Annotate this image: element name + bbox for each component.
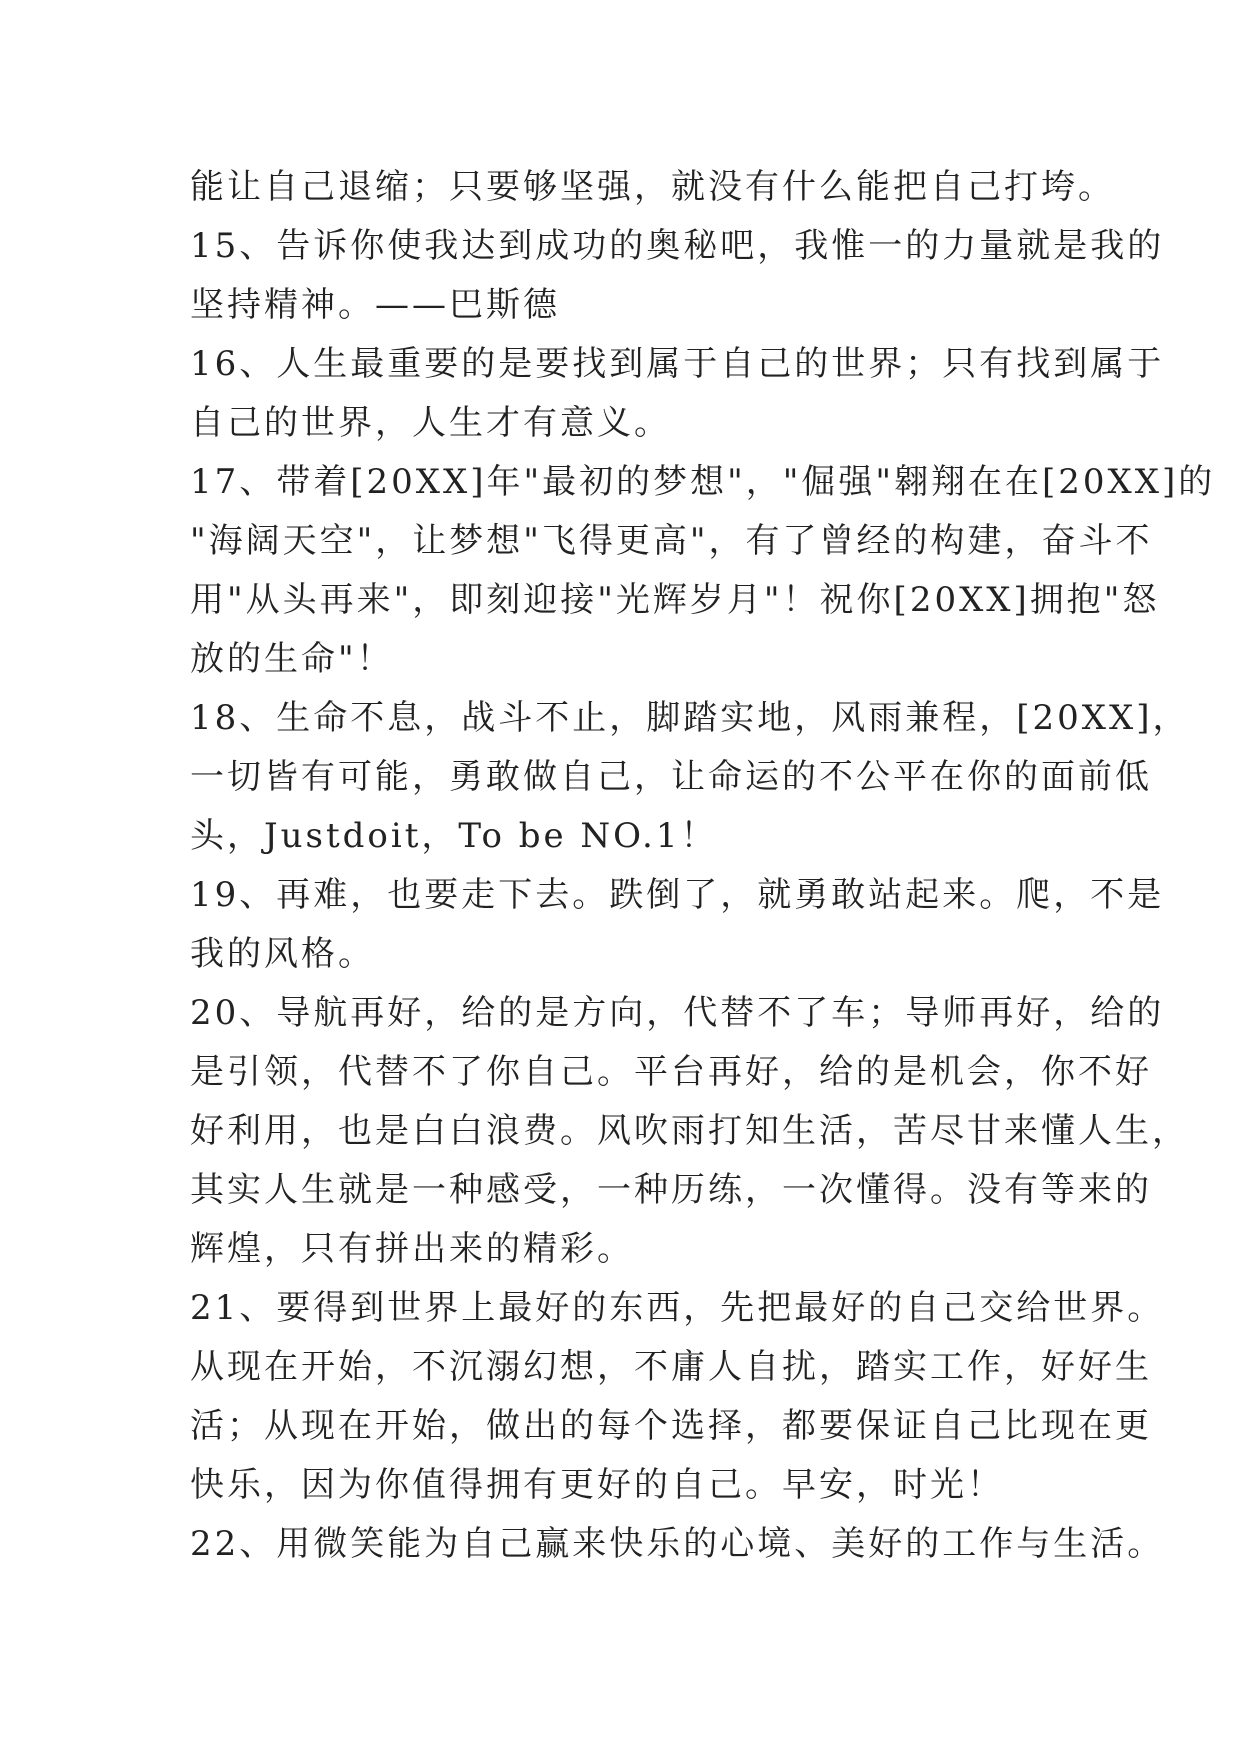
text-line: 18、生命不息，战斗不止，脚踏实地，风雨兼程，[20XX]， xyxy=(190,698,1190,738)
text-line: "海阔天空"，让梦想"飞得更高"，有了曾经的构建，奋斗不 xyxy=(190,521,1153,561)
text-line: 一切皆有可能，勇敢做自己，让命运的不公平在你的面前低 xyxy=(190,757,1152,797)
text-line: 是引领，代替不了你自己。平台再好，给的是机会，你不好 xyxy=(190,1052,1152,1092)
text-line: 坚持精神。——巴斯德 xyxy=(190,285,560,325)
text-line: 17、带着[20XX]年"最初的梦想"，"倔强"翱翔在在[20XX]的 xyxy=(190,462,1216,502)
text-line: 辉煌，只有拼出来的精彩。 xyxy=(190,1229,634,1269)
text-line: 快乐，因为你值得拥有更好的自己。早安，时光！ xyxy=(190,1465,1004,1505)
text-line: 能让自己退缩；只要够坚强，就没有什么能把自己打垮。 xyxy=(190,167,1115,207)
text-line: 活；从现在开始，做出的每个选择，都要保证自己比现在更 xyxy=(190,1406,1152,1446)
text-line: 好利用，也是白白浪费。风吹雨打知生活，苦尽甘来懂人生， xyxy=(190,1111,1189,1151)
text-line: 19、再难，也要走下去。跌倒了，就勇敢站起来。爬，不是 xyxy=(190,875,1165,915)
document-body xyxy=(190,158,1216,1574)
text-line: 我的风格。 xyxy=(190,934,375,974)
text-line: 20、导航再好，给的是方向，代替不了车；导师再好，给的 xyxy=(190,993,1165,1033)
text-line: 自己的世界，人生才有意义。 xyxy=(190,403,671,443)
text-line: 15、告诉你使我达到成功的奥秘吧，我惟一的力量就是我的 xyxy=(190,226,1165,266)
text-line: 22、用微笑能为自己赢来快乐的心境、美好的工作与生活。 xyxy=(190,1524,1165,1564)
text-line: 从现在开始，不沉溺幻想，不庸人自扰，踏实工作，好好生 xyxy=(190,1347,1152,1387)
text-line: 21、要得到世界上最好的东西，先把最好的自己交给世界。 xyxy=(190,1288,1165,1328)
text-line: 用"从头再来"，即刻迎接"光辉岁月"！祝你[20XX]拥抱"怒 xyxy=(190,580,1160,620)
text-line: 16、人生最重要的是要找到属于自己的世界；只有找到属于 xyxy=(190,344,1165,384)
text-line: 放的生命"！ xyxy=(190,639,394,679)
text-line: 头，Justdoit，To be NO.1！ xyxy=(190,816,718,856)
text-line: 其实人生就是一种感受，一种历练，一次懂得。没有等来的 xyxy=(190,1170,1152,1210)
